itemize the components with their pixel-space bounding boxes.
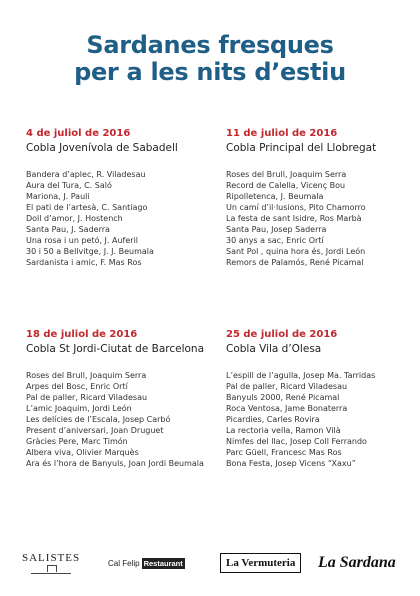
program-item: Roses del Brull, Joaquim Serra — [26, 371, 147, 380]
concert-block — [226, 127, 420, 268]
program-item: El pati de l’artesà, C. Santiago — [26, 203, 148, 212]
concert-date: 4 de juliol de 2016 — [26, 128, 131, 139]
program-item: Parc Güell, Francesc Mas Ros — [226, 448, 342, 457]
salistes-logo — [22, 548, 80, 578]
cobla-name: Cobla Principal del Llobregat — [226, 142, 377, 154]
concert-block — [226, 328, 420, 469]
program-item: 30 i 50 a Bellvitge, J. J. Beumala — [26, 247, 154, 256]
program-item: Aura del Tura, C. Saló — [26, 181, 112, 190]
program-item: Ripolletenca, J. Beumala — [226, 192, 324, 201]
salistes-logo-text: SALISTES — [22, 552, 81, 564]
program-item: Pal de paller, Ricard Viladesau — [26, 393, 148, 402]
program-item: Arpes del Bosc, Enric Ortí — [26, 382, 128, 391]
cobla-name: Cobla Jovenívola de Sabadell — [26, 142, 178, 154]
calfelip-logo — [108, 548, 185, 578]
program-item: Sant Pol , quina hora és, Jordi León — [226, 247, 366, 256]
concert-date: 25 de juliol de 2016 — [226, 329, 338, 340]
program-item: Pal de paller, Ricard Viladesau — [226, 382, 348, 391]
restaurant-label: Restaurant — [143, 558, 183, 568]
program-item: Roca Ventosa, Jame Bonaterra — [226, 404, 348, 413]
program-item: Una rosa i un petó, J. Auferil — [26, 236, 139, 245]
program-item: Picardies, Carles Rovira — [226, 415, 320, 424]
calfelip-logo-text: Cal Felip — [108, 558, 140, 568]
concert-date: 18 de juliol de 2016 — [26, 329, 138, 340]
program-item: Present d’aniversari, Joan Druguet — [26, 426, 164, 435]
concert-date: 11 de juliol de 2016 — [226, 128, 338, 139]
program-list — [26, 169, 221, 268]
program-item: Record de Calella, Vicenç Bou — [226, 181, 346, 190]
program-item: Nimfes del llac, Josep Coll Ferrando — [226, 437, 367, 446]
program-list — [26, 370, 221, 469]
program-list — [226, 370, 420, 469]
program-item: L’amic Joaquim, Jordi León — [26, 404, 132, 413]
program-item: Santa Pau, Josep Saderra — [226, 225, 327, 234]
title-line-1: Sardanes fresques — [86, 31, 334, 59]
program-item: Mariona, J. Pauli — [26, 192, 90, 201]
cobla-name: Cobla Vila d’Olesa — [226, 343, 322, 355]
program-item: La festa de sant Isidre, Ros Marbà — [226, 214, 362, 223]
program-item: Bandera d’aplec, R. Viladesau — [26, 170, 146, 179]
program-item: Sardanista i amic, F. Mas Ros — [26, 258, 142, 267]
program-list — [226, 169, 420, 268]
program-item: Gràcies Pere, Marc Timón — [26, 437, 128, 446]
poster-title — [0, 32, 420, 86]
program-item: Roses del Brull, Joaquim Serra — [226, 170, 347, 179]
cobla-name: Cobla St Jordi-Ciutat de Barcelona — [26, 343, 205, 355]
program-item: La rectoria vella, Ramon Vilà — [226, 426, 341, 435]
program-item: Banyuls 2000, René Picamal — [226, 393, 340, 402]
building-icon — [31, 565, 71, 574]
program-item: Ara és l’hora de Banyuls, Joan Jordi Beumala — [26, 459, 204, 468]
sponsors-bar — [0, 548, 420, 578]
program-item: Un camí d’il·lusions, Pito Chamorro — [226, 203, 366, 212]
program-item: 30 anys a sac, Enric Ortí — [226, 236, 324, 245]
program-item: Bona Festa, Josep Vicens “Xaxu” — [226, 459, 356, 468]
sardana-logo: La Sardana — [318, 554, 396, 571]
program-item: Les delícies de l’Escala, Josep Carbó — [26, 415, 171, 424]
program-item: Remors de Palamós, René Picamal — [226, 258, 364, 267]
title-line-2: per a les nits d’estiu — [74, 58, 346, 86]
program-item: Santa Pau, J. Saderra — [26, 225, 110, 234]
program-item: Doll d’amor, J. Hostench — [26, 214, 123, 223]
vermuteria-logo: La Vermuteria — [220, 553, 301, 573]
program-item: L’espill de l’agulla, Josep Ma. Tarridas — [226, 371, 376, 380]
concert-block — [26, 328, 221, 469]
concert-block — [26, 127, 221, 268]
program-item: Albera viva, Olivier Marquès — [26, 448, 139, 457]
